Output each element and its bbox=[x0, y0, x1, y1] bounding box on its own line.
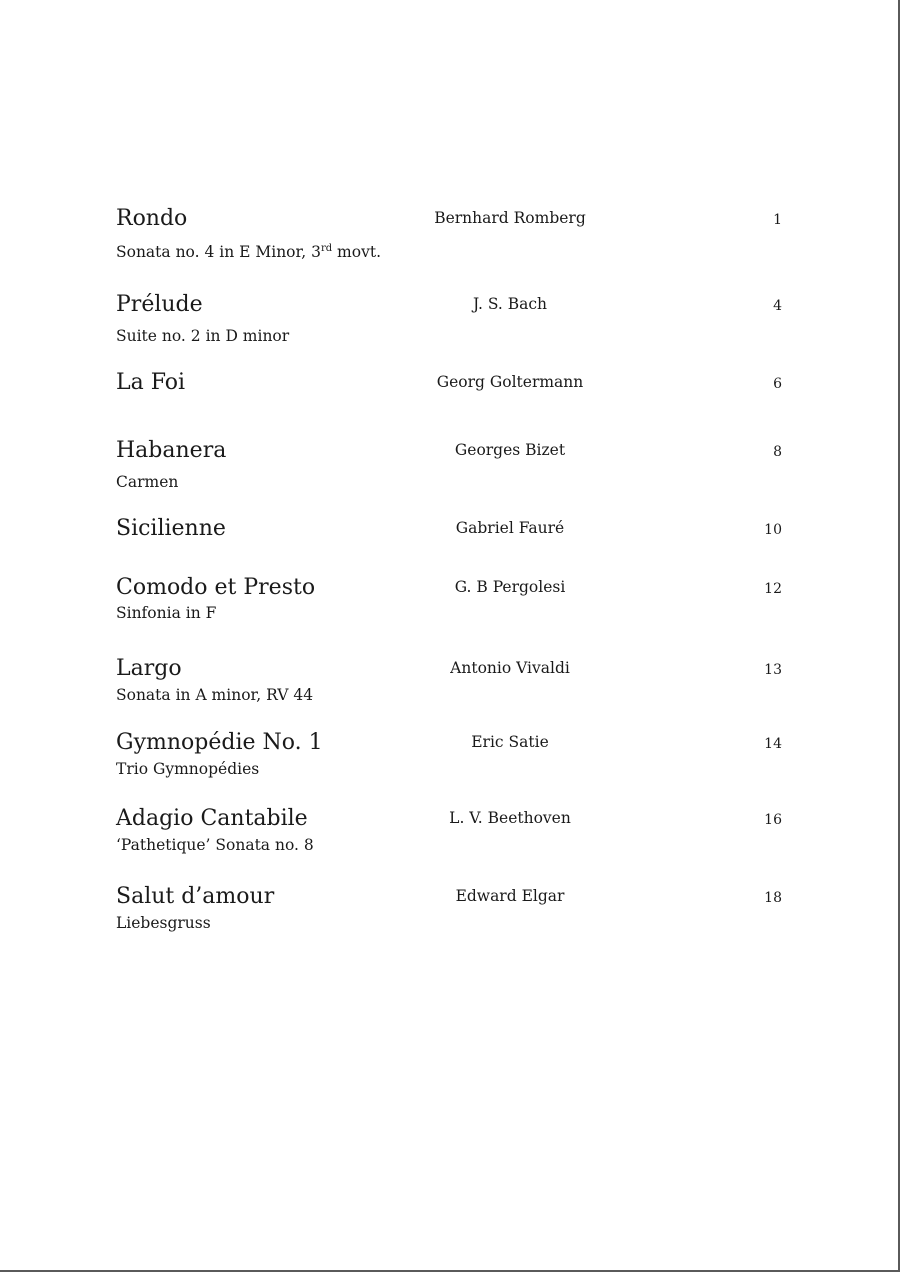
page-number: 14 bbox=[764, 736, 782, 752]
contents-entry-largo bbox=[0, 656, 898, 716]
piece-subtitle bbox=[116, 242, 381, 262]
page-number: 4 bbox=[773, 298, 782, 314]
page-number: 16 bbox=[764, 812, 782, 828]
subtitle-text: Sonata no. 4 in E Minor, 3 bbox=[116, 243, 321, 261]
composer-name: Georges Bizet bbox=[454, 441, 566, 459]
contents-entry-salut-damour bbox=[0, 884, 898, 944]
contents-entry-habanera bbox=[0, 438, 898, 498]
piece-title: La Foi bbox=[116, 370, 186, 395]
page-number: 18 bbox=[764, 890, 782, 906]
composer-name: G. B Pergolesi bbox=[454, 578, 566, 596]
composer-name: Eric Satie bbox=[471, 733, 549, 751]
subtitle-tail: movt. bbox=[332, 243, 381, 261]
contents-entry-la-foi bbox=[0, 370, 898, 430]
piece-title: Habanera bbox=[116, 438, 227, 463]
piece-title: Gymnopédie No. 1 bbox=[116, 730, 323, 755]
contents-entry-gymnopedie bbox=[0, 730, 898, 790]
piece-title: Prélude bbox=[116, 292, 203, 317]
piece-title: Largo bbox=[116, 656, 182, 681]
piece-subtitle: Liebesgruss bbox=[116, 914, 211, 932]
piece-title: Sicilienne bbox=[116, 516, 226, 541]
contents-entry-comodo-et-presto bbox=[0, 575, 898, 635]
composer-name: Edward Elgar bbox=[455, 887, 565, 905]
page-number: 12 bbox=[764, 581, 782, 597]
composer-name: Georg Goltermann bbox=[436, 373, 584, 391]
contents-entry-sicilienne bbox=[0, 516, 898, 576]
composer-name: Bernhard Romberg bbox=[434, 209, 586, 227]
piece-title: Salut d’amour bbox=[116, 884, 275, 909]
piece-subtitle: Suite no. 2 in D minor bbox=[116, 327, 290, 345]
piece-subtitle: ‘Pathetique’ Sonata no. 8 bbox=[116, 836, 314, 854]
piece-subtitle: Sinfonia in F bbox=[116, 604, 217, 622]
page-number: 6 bbox=[773, 376, 782, 392]
contents-entry-prelude bbox=[0, 292, 898, 352]
composer-name: Antonio Vivaldi bbox=[450, 659, 570, 677]
piece-subtitle: Sonata in A minor, RV 44 bbox=[116, 686, 314, 704]
composer-name: L. V. Beethoven bbox=[449, 809, 571, 827]
piece-title: Adagio Cantabile bbox=[116, 806, 308, 831]
page-number: 13 bbox=[764, 662, 782, 678]
contents-entry-rondo bbox=[0, 206, 898, 266]
piece-title: Rondo bbox=[116, 206, 188, 231]
composer-name: J. S. Bach bbox=[472, 295, 548, 313]
page-number: 8 bbox=[773, 444, 782, 460]
ordinal-suffix: rd bbox=[320, 242, 333, 254]
page-number: 1 bbox=[773, 212, 782, 228]
piece-title: Comodo et Presto bbox=[116, 575, 316, 600]
piece-subtitle: Trio Gymnopédies bbox=[116, 760, 260, 778]
page-number: 10 bbox=[764, 522, 782, 538]
composer-name: Gabriel Fauré bbox=[455, 519, 565, 537]
piece-subtitle: Carmen bbox=[116, 473, 179, 491]
contents-entry-adagio-cantabile bbox=[0, 806, 898, 866]
